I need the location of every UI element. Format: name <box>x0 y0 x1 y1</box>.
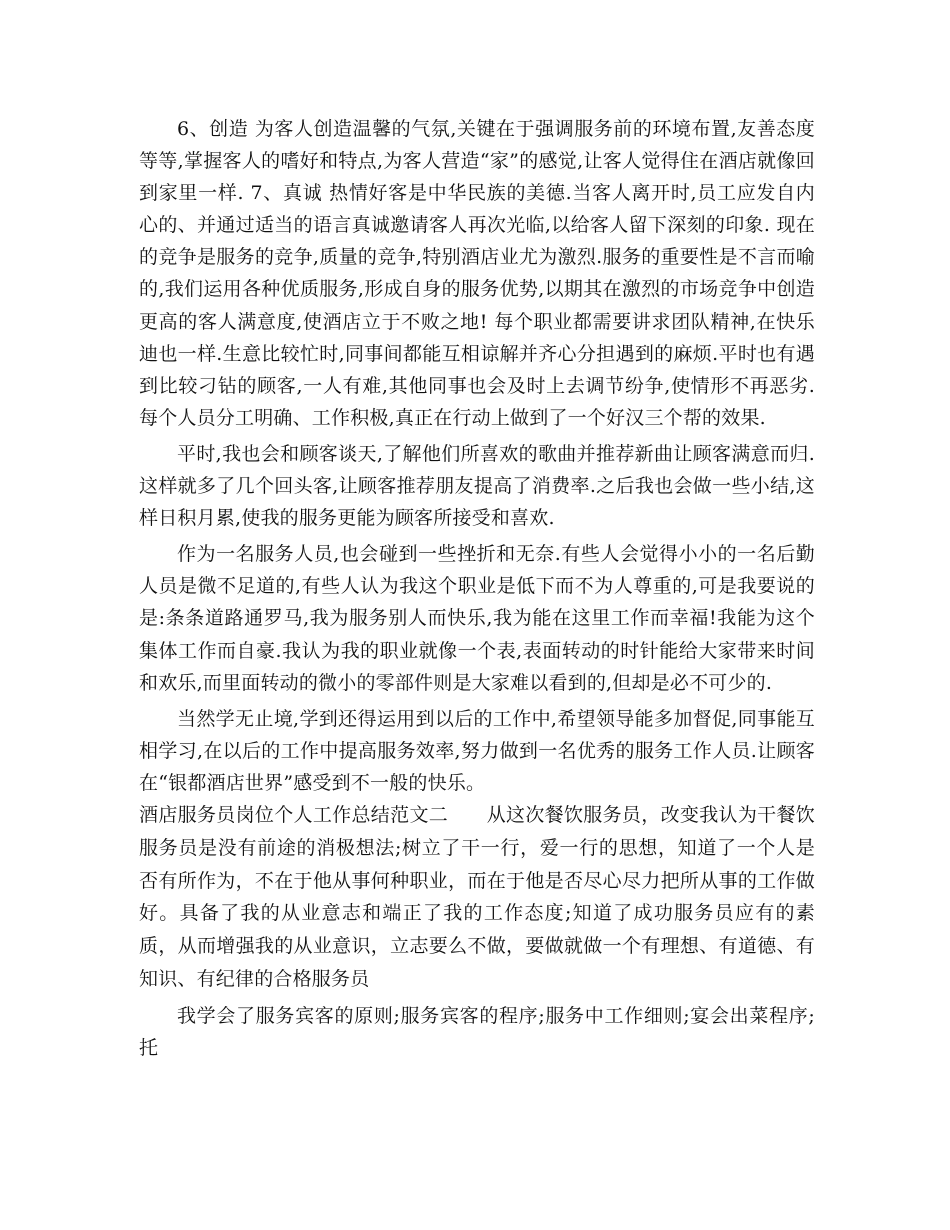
paragraph-5: 酒店服务员岗位个人工作总结范文二 从这次餐饮服务员，改变我认为干餐饮服务员是没有前途的消极想法;树立了干一行，爱一行的思想，知道了一个人是否有所作为，不在于他从事何种职业，而在于他是否尽心尽力把所从事的工作做好。具备了我的从业意志和端正了我的工作态度;知道了成功服务员应有的素质，从而增强我的从业意识，立志要么不做，要做就做一个有理想、有道德、有知识、有纪律的合格服务员 <box>139 803 815 990</box>
paragraph-4: 当然学无止境,学到还得运用到以后的工作中,希望领导能多加督促,同事能互相学习,在以后的工作中提高服务效率,努力做到一名优秀的服务工作人员.让顾客在“银都酒店世界”感受到不一般的快乐。 <box>139 707 815 794</box>
paragraph-2: 平时,我也会和顾客谈天,了解他们所喜欢的歌曲并推荐新曲让顾客满意而归.这样就多了几个回头客,让顾客推荐朋友提高了消费率.之后我也会做一些小结,这样日积月累,使我的服务更能为顾客所接受和喜欢. <box>139 442 815 530</box>
paragraph-1: 6、创造 为客人创造温馨的气氛,关键在于强调服务前的环境布置,友善态度等等,掌握客人的嗜好和特点,为客人营造“家”的感觉,让客人觉得住在酒店就像回到家里一样. 7、真诚 热情好客是中华民族的美德.当客人离开时,员工应发自内心的、并通过适当的语言真诚邀请客人再次光临,以给客人留下深刻的印象. 现在的竞争是服务的竞争,质量的竞争,特别酒店业尤为激烈.服务的重要性是不言而喻的,我们运用各种优质服务,形成自身的服务优势,以期其在激烈的市场竞争中创造更高的客人满意度,使酒店立于不败之地! 每个职业都需要讲求团队精神,在快乐迪也一样.生意比较忙时,同事间都能互相谅解并齐心分担遇到的麻烦.平时也有遇到比较刁钻的顾客,一人有难,其他同事也会及时上去调节纷争,使情形不再恶劣.每个人员分工明确、工作积极,真正在行动上做到了一个好汉三个帮的效果. <box>139 118 815 429</box>
paragraph-3: 作为一名服务人员,也会碰到一些挫折和无奈.有些人会觉得小小的一名后勤人员是微不足道的,有些人认为我这个职业是低下而不为人尊重的,可是我要说的是:条条道路通罗马,我为服务别人而快乐,我为能在这里工作而幸福!我能为这个集体工作而自豪.我认为我的职业就像一个表,表面转动的时针能给大家带来时间和欢乐,而里面转动的微小的零部件则是大家难以看到的,但却是必不可少的. <box>139 543 815 694</box>
paragraph-6: 我学会了服务宾客的原则;服务宾客的程序;服务中工作细则;宴会出菜程序;托 <box>139 1004 815 1059</box>
document-body <box>139 113 815 1064</box>
